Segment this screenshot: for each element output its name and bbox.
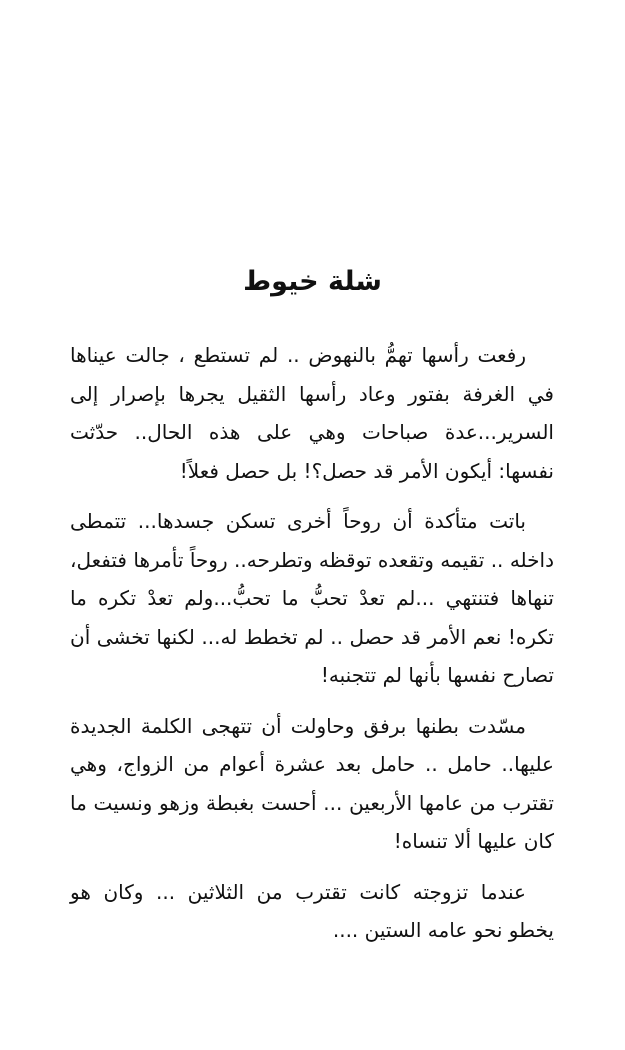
paragraph: عندما تزوجته كانت تقترب من الثلاثين ... وكان هو يخطو نحو عامه الستين .... [70, 879, 554, 942]
paragraph: باتت متأكدة أن روحاً أخرى تسكن جسدها... تتمطى داخله .. تقيمه وتقعده توقظه وتطرحه.. روحاً تأمرها فتفعل، تنهاها فتنتهي ...لم تعدْ تحبُّ ما تحبُّ...ولم تعدْ تكره ما تكره! نعم الأمر قد حصل .. لم تخطط له... لكنها تخشى أن تصارح نفسها بأنها لم تتجنبه! [70, 509, 554, 687]
paragraph: رفعت رأسها تهمُّ بالنهوض .. لم تستطع ، جالت عيناها في الغرفة بفتور وعاد رأسها الثقيل يجرها بإصرار إلى السرير...عدة صباحات وهي على هذه الحال.. حدّثت نفسها: أيكون الأمر قد حصل؟! بل حصل فعلاً! [70, 343, 554, 483]
story-title: شلة خيوط [243, 266, 382, 297]
paragraph: مسّدت بطنها برفق وحاولت أن تتهجى الكلمة الجديدة عليها.. حامل .. حامل بعد عشرة أعوام من الزواج، وهي تقترب من عامها الأربعين ... أحست بغبطة وزهو ونسيت ما كان عليها ألا تنساه! [70, 713, 554, 853]
story-body [70, 336, 554, 962]
